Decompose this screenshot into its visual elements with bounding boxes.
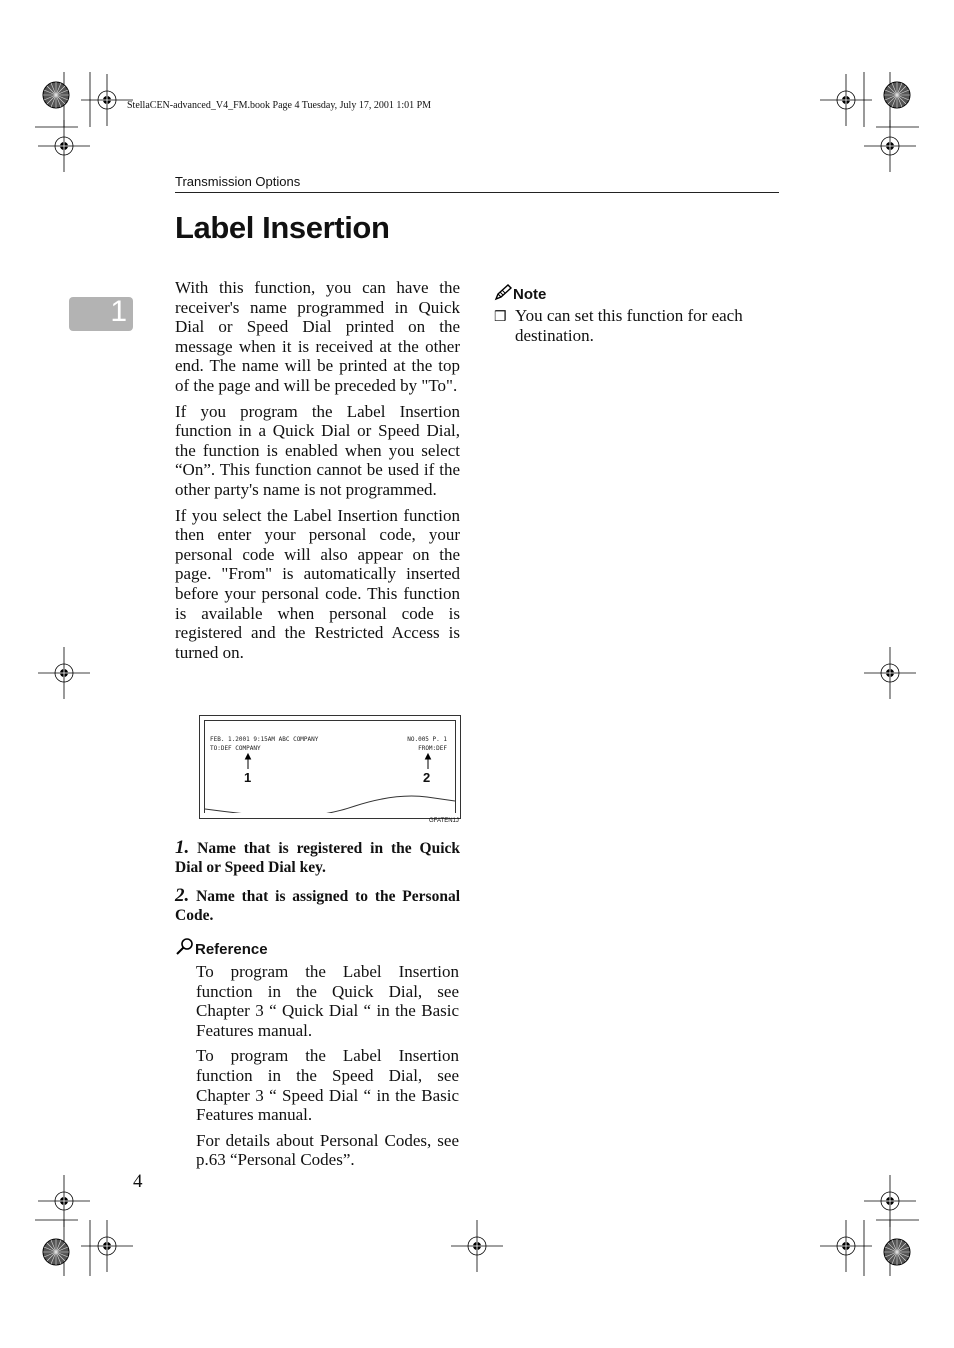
fax-header-line-1-left: FEB. 1.2001 9:15AM ABC COMPANY	[210, 736, 319, 743]
page-title: Label Insertion	[175, 210, 390, 245]
reference-paragraph-2: To program the Label Insertion function in the Speed Dial, see Chapter 3 “ Speed Dial “ in the Basic Features manual.	[196, 1046, 459, 1125]
body-paragraph-1: With this function, you can have the receiver's name programmed in Quick Dial or Speed Dial printed on the message when it is received at the other end. The name will be printed at the top of the page and will be preceded by "To".	[175, 278, 460, 395]
header-rule	[175, 192, 779, 193]
note-heading	[494, 284, 546, 303]
reference-label: Reference	[195, 941, 268, 958]
reference-heading	[175, 937, 268, 958]
fax-header-line-2-left: TO:DEF COMPANY	[210, 745, 261, 752]
reference-body	[196, 962, 459, 1170]
callout-1-number: 1.	[175, 837, 190, 858]
body-paragraph-2: If you program the Label Insertion function in a Quick Dial or Speed Dial, the function is enabled when you select “On”. This function cannot be used if the other party's name is not programmed.	[175, 401, 460, 499]
note-text: You can set this function for each destination.	[515, 306, 743, 345]
pencil-icon	[494, 284, 513, 301]
page-number: 4	[133, 1171, 143, 1192]
fax-header-illustration	[199, 715, 461, 819]
body-paragraph-3: If you select the Label Insertion function then enter your personal code, your personal code will also appear on the page. "From" is automatically inserted before your personal code. This function is available when personal code is registered and the Restricted Access is turned on.	[175, 505, 460, 662]
file-meta-line: StellaCEN-advanced_V4_FM.book Page 4 Tuesday, July 17, 2001 1:01 PM	[127, 100, 432, 111]
checkbox-icon: ❒	[494, 310, 507, 325]
magnifier-icon	[175, 937, 195, 957]
fax-header-line-1-right: NO.005 P. 1	[407, 736, 447, 743]
body-column	[175, 278, 460, 662]
marker-1: 1	[244, 770, 252, 785]
reference-paragraph-1: To program the Label Insertion function in the Quick Dial, see Chapter 3 “ Quick Dial “ in the Basic Features manual.	[196, 962, 459, 1040]
running-header: Transmission Options	[175, 174, 301, 189]
reference-paragraph-3: For details about Personal Codes, see p.63 “Personal Codes”.	[196, 1130, 459, 1170]
callout-1-text: Name that is registered in the Quick Dial or Speed Dial key.	[175, 840, 461, 876]
fax-page	[204, 720, 456, 813]
chapter-tab	[69, 297, 133, 331]
callout-2-number: 2.	[175, 885, 190, 906]
marker-2: 2	[423, 770, 431, 785]
chapter-number: 1	[110, 295, 127, 328]
figure-code: GFATEN1J	[429, 818, 459, 824]
callout-arrows	[205, 721, 455, 813]
fax-header-line-2-right: FROM:DEF	[418, 745, 447, 752]
note-item	[494, 306, 779, 345]
callout-1	[175, 838, 460, 877]
callout-2	[175, 886, 460, 925]
note-label: Note	[513, 286, 547, 303]
callout-2-text: Name that is assigned to the Personal Code.	[175, 888, 460, 924]
